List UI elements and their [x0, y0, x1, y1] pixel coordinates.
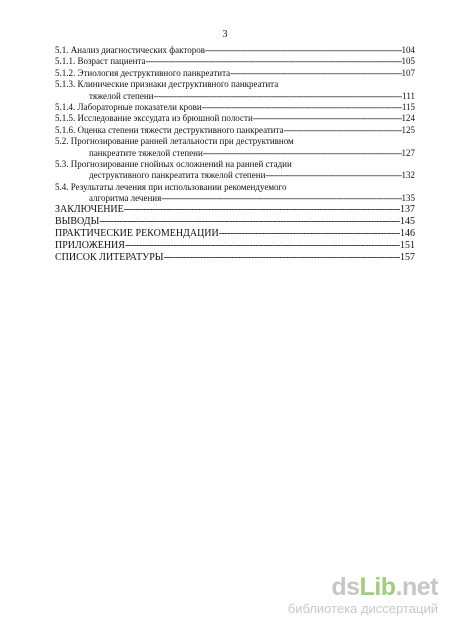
- toc-entry-page: 151: [400, 240, 415, 252]
- logo-net: .net: [395, 573, 438, 601]
- toc-entry: [55, 56, 415, 67]
- toc-leader: [124, 204, 400, 216]
- toc-entry-title: 5.1. Анализ диагностических факторов: [55, 45, 205, 55]
- toc-leader: [203, 148, 402, 159]
- toc-entry-title: ВЫВОДЫ: [55, 216, 100, 228]
- toc-entry-title: 5.2. Прогнозирование ранней летальности при деструктивном: [55, 136, 294, 147]
- toc-entry-title: ПРИЛОЖЕНИЯ: [55, 240, 125, 252]
- toc-entry-page: 105: [401, 56, 415, 67]
- toc-entry-page: 145: [400, 216, 415, 228]
- logo-ds: ds: [331, 573, 360, 601]
- toc-entry: [55, 159, 415, 170]
- toc-leader: [284, 125, 402, 136]
- toc-entry-title: 5.1.5. Исследование экссудата из брюшной полости: [55, 113, 253, 124]
- toc-entry-page: 125: [401, 124, 415, 135]
- toc-entry-title: 5.1.4. Лабораторные показатели крови: [55, 101, 202, 112]
- toc-entry-page: 107: [401, 67, 415, 78]
- toc-entry-page: 115: [401, 101, 415, 112]
- toc-entry: [55, 45, 415, 56]
- toc-entry: [55, 68, 415, 79]
- logo-lib: Lib: [359, 573, 396, 601]
- toc-entry: [55, 204, 415, 216]
- toc-entry-page: 132: [401, 170, 415, 181]
- toc-entry-page: 146: [400, 228, 415, 240]
- toc-leader: [99, 216, 400, 228]
- dslib-logo: [288, 574, 438, 600]
- toc-entry-title: 5.1.3. Клинические признаки деструктивного панкреатита: [55, 79, 279, 90]
- toc-entry-title: алгоритма лечения: [89, 193, 162, 204]
- toc-entry-page: 104: [401, 45, 415, 55]
- toc-entry-title: тяжелой степени: [89, 90, 154, 101]
- toc-entry-title: 5.1.1. Возраст пациента: [55, 56, 146, 67]
- toc-entry-continuation: [55, 193, 415, 204]
- toc-entry: [55, 113, 415, 124]
- toc-leader: [161, 193, 401, 204]
- toc-entry: [55, 216, 415, 228]
- watermark-subtitle: библиотека диссертаций: [287, 601, 438, 616]
- toc-leader: [265, 170, 401, 181]
- toc-leader: [219, 228, 400, 240]
- toc-entry-page: 127: [401, 147, 415, 158]
- toc-leader: [202, 102, 402, 113]
- toc-leader: [230, 68, 401, 79]
- toc-entry-page: 157: [400, 252, 415, 264]
- toc-entry-title: 5.1.2. Этиология деструктивного панкреатита: [55, 67, 231, 78]
- toc-entry-continuation: [55, 170, 415, 181]
- toc-entry-title: ПРАКТИЧЕСКИЕ РЕКОМЕНДАЦИИ: [55, 228, 219, 240]
- toc-entry: [55, 228, 415, 240]
- toc-entry-continuation: [55, 91, 415, 102]
- toc-leader: [146, 56, 402, 67]
- toc-leader: [205, 45, 402, 56]
- table-of-contents: [55, 45, 415, 264]
- toc-entry-page: 124: [401, 113, 415, 124]
- toc-entry: [55, 79, 415, 90]
- toc-entry-title: ЗАКЛЮЧЕНИЕ: [55, 204, 124, 216]
- toc-leader: [164, 252, 401, 264]
- toc-entry-title: 5.3. Прогнозирование гнойных осложнений на ранней стадии: [55, 158, 292, 169]
- toc-entry: [55, 182, 415, 193]
- toc-entry: [55, 102, 415, 113]
- toc-entry-title: панкреатите тяжелой степени: [89, 147, 203, 158]
- toc-leader: [125, 240, 400, 252]
- toc-leader: [153, 91, 402, 102]
- toc-entry: [55, 136, 415, 147]
- toc-entry-page: 137: [400, 204, 415, 216]
- toc-entry-continuation: [55, 148, 415, 159]
- toc-entry-page: 135: [401, 193, 415, 204]
- toc-entry-title: СПИСОК ЛИТЕРАТУРЫ: [55, 252, 164, 264]
- toc-leader: [253, 113, 402, 124]
- watermark: [288, 574, 438, 616]
- toc-entry: [55, 240, 415, 252]
- toc-entry-page: 111: [402, 90, 415, 101]
- toc-entry-title: деструктивного панкреатита тяжелой степени: [89, 170, 266, 181]
- toc-entry-title: 5.4. Результаты лечения при использовании рекомендуемого: [55, 181, 287, 192]
- toc-entry: [55, 125, 415, 136]
- toc-entry-title: 5.1.6. Оценка степени тяжести деструктивного панкреатита: [55, 124, 284, 135]
- toc-entry: [55, 252, 415, 264]
- page-number: 3: [222, 29, 228, 40]
